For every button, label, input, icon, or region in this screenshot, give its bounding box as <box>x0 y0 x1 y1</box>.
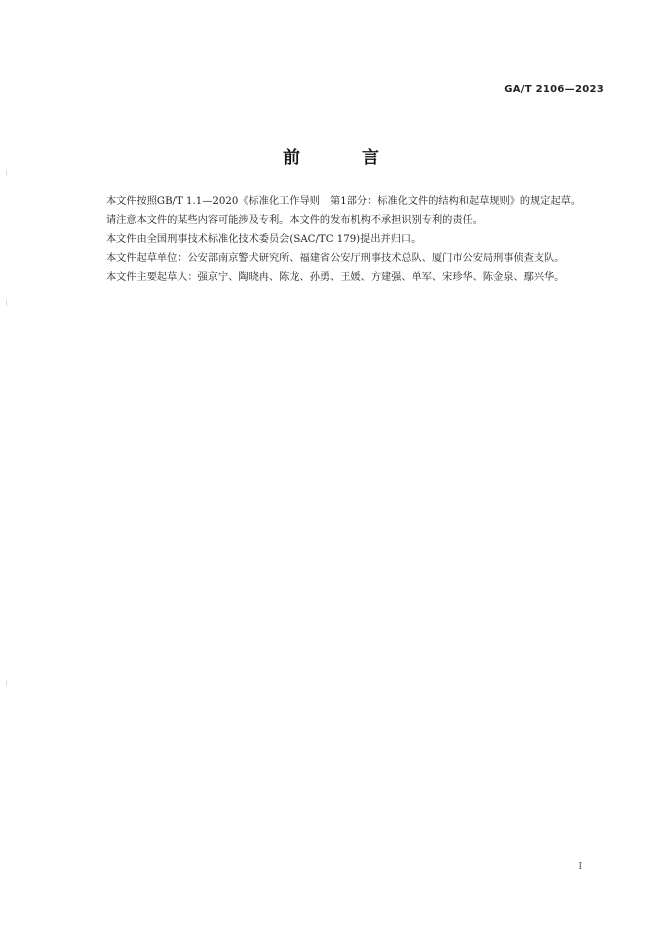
page-number: I <box>578 862 582 872</box>
paragraph-drafting-units: 本文件起草单位：公安部南京警犬研究所、福建省公安厅刑事技术总队、厦门市公安局刑事侦查支队。 <box>106 253 565 264</box>
paragraph-patent-notice: 请注意本文件的某些内容可能涉及专利。本文件的发布机构不承担识别专利的责任。 <box>106 215 483 226</box>
standard-code: GA/T 2106—2023 <box>504 84 604 95</box>
scan-artifact <box>6 300 7 306</box>
paragraph-proposer: 本文件由全国刑事技术标准化技术委员会(SAC/TC 179)提出并归口。 <box>106 234 422 245</box>
scan-artifact <box>6 170 7 176</box>
scan-artifact <box>6 680 7 686</box>
paragraph-drafting-rules: 本文件按照GB/T 1.1—2020《标准化工作导则 第1部分：标准化文件的结构和起草规则》的规定起草。 <box>106 196 582 207</box>
page-title: 前 言 <box>283 148 407 168</box>
foreword-body <box>86 192 606 287</box>
paragraph-drafters: 本文件主要起草人：强京宁、陶晓冉、陈龙、孙勇、王媛、方建强、单军、宋珍华、陈金泉、鄢兴华。 <box>106 272 565 283</box>
